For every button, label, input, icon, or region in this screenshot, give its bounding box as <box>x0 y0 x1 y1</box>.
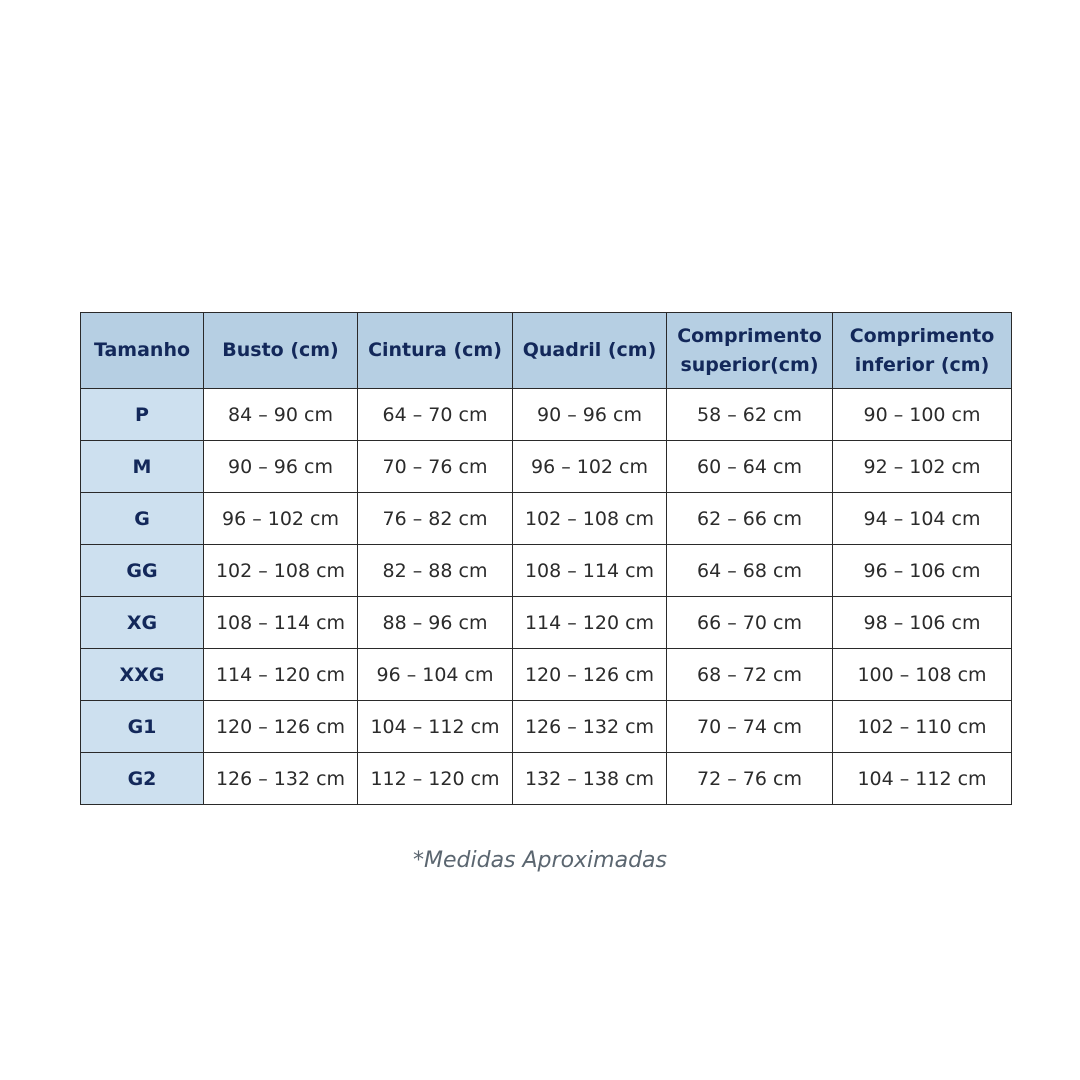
header-busto: Busto (cm) <box>204 313 358 389</box>
comprimento-superior-cell: 72 – 76 cm <box>667 753 833 805</box>
busto-cell: 126 – 132 cm <box>204 753 358 805</box>
comprimento-inferior-cell: 92 – 102 cm <box>833 441 1012 493</box>
table-row <box>81 545 1012 597</box>
quadril-cell: 96 – 102 cm <box>513 441 667 493</box>
quadril-cell: 90 – 96 cm <box>513 389 667 441</box>
busto-cell: 96 – 102 cm <box>204 493 358 545</box>
size-cell: XXG <box>81 649 204 701</box>
quadril-cell: 108 – 114 cm <box>513 545 667 597</box>
table-row <box>81 597 1012 649</box>
size-cell: P <box>81 389 204 441</box>
cintura-cell: 64 – 70 cm <box>358 389 513 441</box>
table-row <box>81 389 1012 441</box>
size-cell: M <box>81 441 204 493</box>
comprimento-inferior-cell: 94 – 104 cm <box>833 493 1012 545</box>
quadril-cell: 114 – 120 cm <box>513 597 667 649</box>
busto-cell: 114 – 120 cm <box>204 649 358 701</box>
table-row <box>81 753 1012 805</box>
cintura-cell: 104 – 112 cm <box>358 701 513 753</box>
busto-cell: 90 – 96 cm <box>204 441 358 493</box>
comprimento-inferior-cell: 98 – 106 cm <box>833 597 1012 649</box>
size-cell: G1 <box>81 701 204 753</box>
size-chart-table <box>80 312 1012 805</box>
table-row <box>81 701 1012 753</box>
header-quadril: Quadril (cm) <box>513 313 667 389</box>
table-row <box>81 493 1012 545</box>
header-comprimento-inferior: Comprimento inferior (cm) <box>833 313 1012 389</box>
size-cell: G <box>81 493 204 545</box>
comprimento-superior-cell: 60 – 64 cm <box>667 441 833 493</box>
cintura-cell: 96 – 104 cm <box>358 649 513 701</box>
size-cell: XG <box>81 597 204 649</box>
size-cell: G2 <box>81 753 204 805</box>
comprimento-inferior-cell: 90 – 100 cm <box>833 389 1012 441</box>
comprimento-superior-cell: 64 – 68 cm <box>667 545 833 597</box>
comprimento-inferior-cell: 104 – 112 cm <box>833 753 1012 805</box>
busto-cell: 120 – 126 cm <box>204 701 358 753</box>
comprimento-superior-cell: 58 – 62 cm <box>667 389 833 441</box>
header-comprimento-superior: Comprimento superior(cm) <box>667 313 833 389</box>
size-cell: GG <box>81 545 204 597</box>
busto-cell: 108 – 114 cm <box>204 597 358 649</box>
comprimento-inferior-cell: 102 – 110 cm <box>833 701 1012 753</box>
cintura-cell: 88 – 96 cm <box>358 597 513 649</box>
quadril-cell: 132 – 138 cm <box>513 753 667 805</box>
footnote: *Medidas Aproximadas <box>413 848 667 873</box>
header-tamanho: Tamanho <box>81 313 204 389</box>
cintura-cell: 112 – 120 cm <box>358 753 513 805</box>
table-header-row <box>81 313 1012 389</box>
busto-cell: 102 – 108 cm <box>204 545 358 597</box>
header-cintura: Cintura (cm) <box>358 313 513 389</box>
table-row <box>81 649 1012 701</box>
quadril-cell: 126 – 132 cm <box>513 701 667 753</box>
quadril-cell: 120 – 126 cm <box>513 649 667 701</box>
busto-cell: 84 – 90 cm <box>204 389 358 441</box>
comprimento-inferior-cell: 96 – 106 cm <box>833 545 1012 597</box>
quadril-cell: 102 – 108 cm <box>513 493 667 545</box>
comprimento-superior-cell: 66 – 70 cm <box>667 597 833 649</box>
comprimento-superior-cell: 70 – 74 cm <box>667 701 833 753</box>
comprimento-superior-cell: 68 – 72 cm <box>667 649 833 701</box>
cintura-cell: 82 – 88 cm <box>358 545 513 597</box>
comprimento-superior-cell: 62 – 66 cm <box>667 493 833 545</box>
cintura-cell: 70 – 76 cm <box>358 441 513 493</box>
table-row <box>81 441 1012 493</box>
comprimento-inferior-cell: 100 – 108 cm <box>833 649 1012 701</box>
cintura-cell: 76 – 82 cm <box>358 493 513 545</box>
